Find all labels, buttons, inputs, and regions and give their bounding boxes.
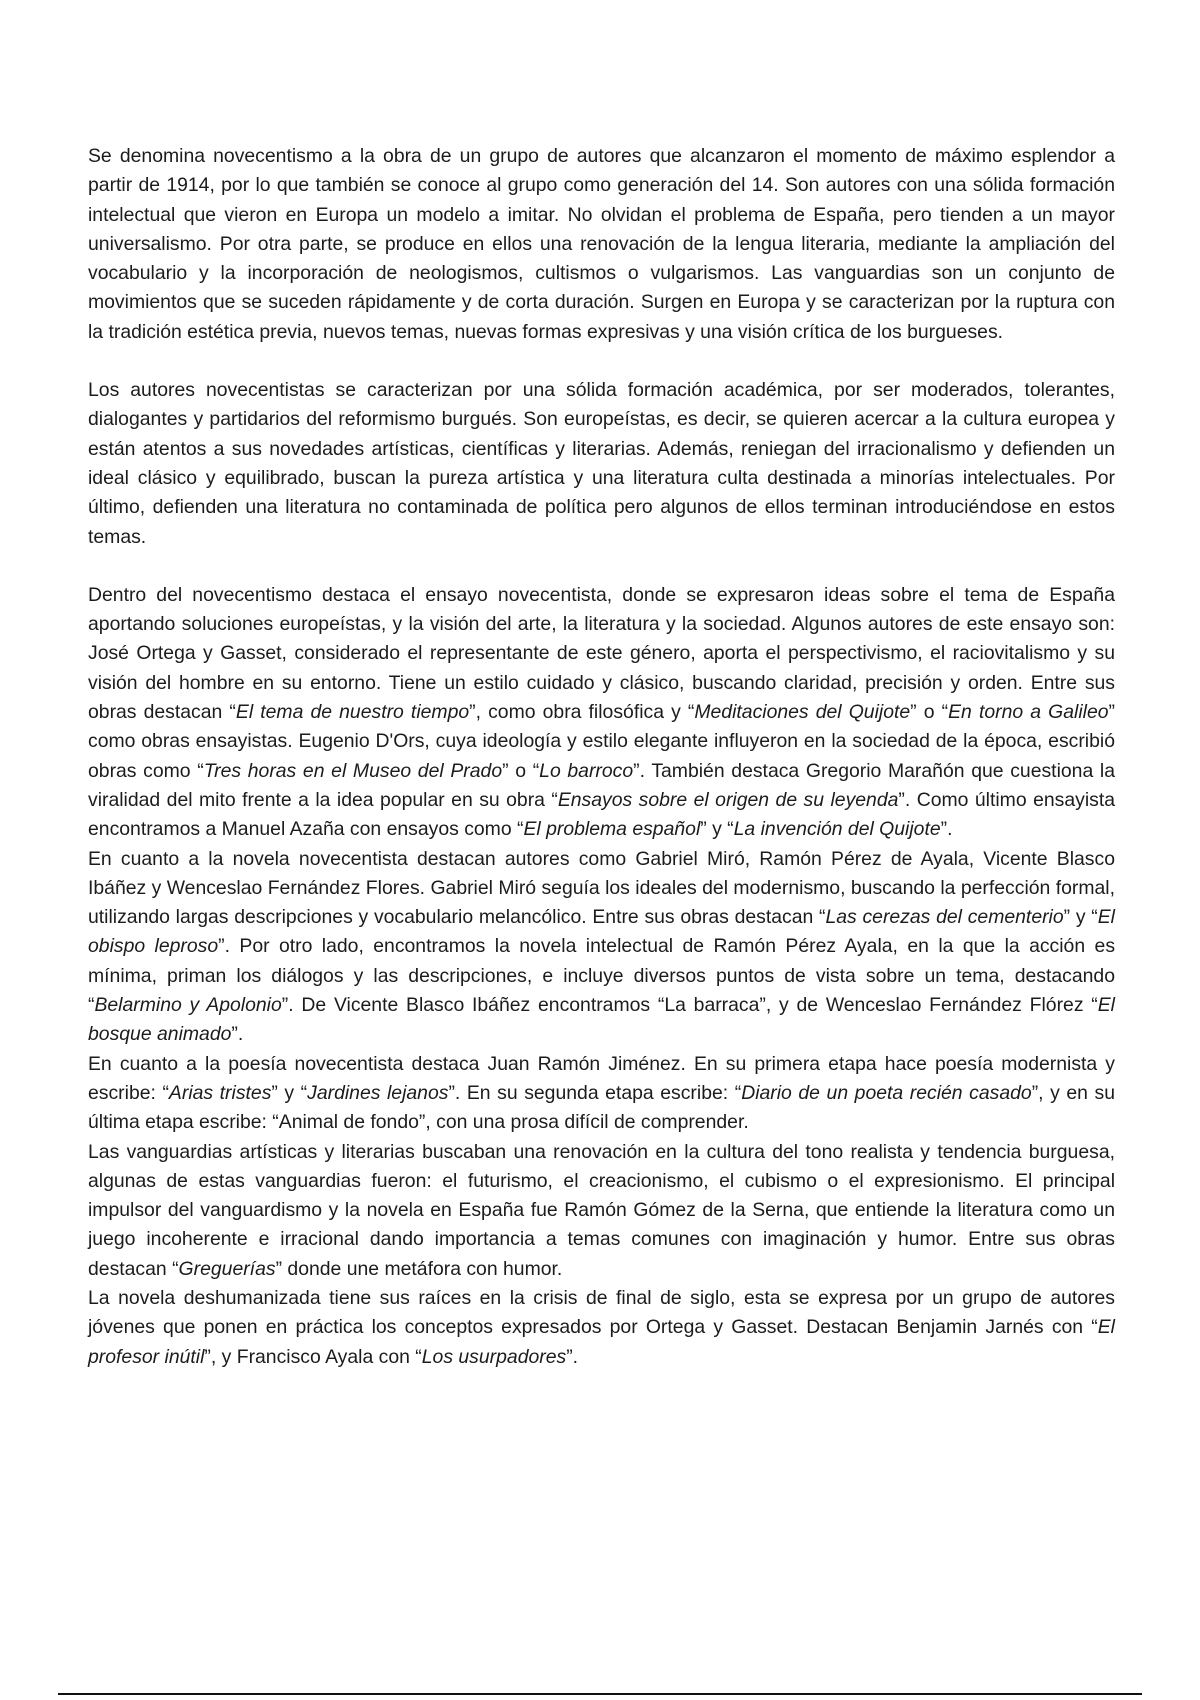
paragraph-gap — [88, 552, 1115, 581]
paragraph-4 — [88, 845, 1115, 1050]
text-run: ” o “ — [502, 759, 540, 782]
work-title: Jardines lejanos — [307, 1081, 449, 1104]
work-title: Los usurpadores — [421, 1345, 567, 1368]
paragraph-5 — [88, 1050, 1115, 1138]
text-run: Los autores novecentistas se caracterizan por una sólida formación académica, por ser moderados, tolerantes, dialogantes y partidarios del reformismo burgués. Son europeístas, es decir, se quieren acercar a la cultura europea y están atentos a sus novedades artísticas, científicas y literarias. Además, reniegan del irracionalismo y defienden un ideal clásico y equilibrado, buscan la pureza artística y una literatura culta destinada a minorías intelectuales. Por último, defienden una literatura no contaminada de política pero algunos de ellos terminan introduciéndose en estos temas. — [88, 379, 1115, 548]
text-run: ” donde une metáfora con humor. — [275, 1257, 563, 1280]
work-title: En torno a Galileo — [948, 701, 1109, 724]
work-title: Ensayos sobre el origen de su leyenda — [557, 788, 899, 811]
text-run: ” y “ — [1063, 906, 1098, 929]
text-run: ”, como obra filosófica y “ — [469, 701, 695, 724]
text-run: En cuanto a la novela novecentista destacan autores como Gabriel Miró, Ramón Pérez de Ayala, Vicente Blasco Ibáñez y Wenceslao Fernández Flores. Gabriel Miró seguía los ideales del modernismo, buscando la perfección formal, utilizando largas descripciones y vocabulario melancólico. Entre sus obras destacan “ — [88, 847, 1115, 929]
text-run: Las vanguardias artísticas y literarias buscaban una renovación en la cultura del tono realista y tendencia burguesa, algunas de estas vanguardias fueron: el futurismo, el creacionismo, el cubismo o el expresionismo. El principal impulsor del vanguardismo y la novela en España fue Ramón Gómez de la Serna, que entiende la literatura como un juego incoherente e irracional dando importancia a temas comunes con imaginación y humor. Entre sus obras destacan “ — [88, 1140, 1115, 1280]
work-title: El tema de nuestro tiempo — [235, 701, 470, 724]
work-title: El bosque animado — [88, 994, 1115, 1046]
paragraph-7 — [88, 1284, 1115, 1372]
page-bottom-rule — [58, 1693, 1142, 1695]
text-run: ”. — [566, 1345, 579, 1368]
text-run: ”, y en su última etapa escribe: “Animal de fondo”, con una prosa difícil de comprender. — [88, 1081, 1115, 1134]
text-run: ” o “ — [910, 701, 949, 724]
text-run: ”. De Vicente Blasco Ibáñez encontramos “La barraca”, y de Wenceslao Fernández Flórez “ — [281, 994, 1098, 1017]
work-title: Belarmino y Apolonio — [94, 994, 282, 1017]
text-run: En cuanto a la poesía novecentista destaca Juan Ramón Jiménez. En su primera etapa hace poesía modernista y escribe: “ — [88, 1052, 1115, 1104]
text-run: ”. En su segunda etapa escribe: “ — [448, 1081, 742, 1104]
work-title: La invención del Quijote — [733, 818, 941, 841]
text-run: ”. — [231, 1023, 244, 1046]
text-run: Dentro del novecentismo destaca el ensayo novecentista, donde se expresaron ideas sobre el tema de España aportando soluciones europeístas, y la visión del arte, la literatura y la sociedad. Algunos autores de este ensayo son: José Ortega y Gasset, considerado el representante de este género, aporta el perspectivismo, el raciovitalismo y su visión del hombre en su entorno. Tiene un estilo cuidado y clásico, buscando claridad, precisión y orden. Entre sus obras destacan “ — [88, 583, 1115, 724]
text-run: La novela deshumanizada tiene sus raíces en la crisis de final de siglo, esta se expresa por un grupo de autores jóvenes que ponen en práctica los conceptos expresados por Ortega y Gasset. Destacan Benjamin Jarnés con “ — [88, 1286, 1115, 1339]
text-run: ” como obras ensayistas. Eugenio D'Ors, cuya ideología y estilo elegante influyeron en la sociedad de la época, escribió obras como “ — [88, 701, 1115, 782]
work-title: Tres horas en el Museo del Prado — [203, 759, 503, 782]
work-title: El profesor inútil — [88, 1316, 1115, 1368]
work-title: Meditaciones del Quijote — [694, 701, 911, 724]
text-run: ”. Por otro lado, encontramos la novela intelectual de Ramón Pérez Ayala, en la que la acción es mínima, priman los diálogos y las descripciones, e incluye diversos puntos de vista sobre un tema, destacando “ — [88, 935, 1116, 1017]
text-run: ”, y Francisco Ayala con “ — [204, 1345, 422, 1368]
paragraph-6 — [88, 1138, 1115, 1284]
text-run: ” y “ — [700, 818, 734, 841]
work-title: El problema español — [523, 818, 701, 841]
work-title: Lo barroco — [539, 759, 634, 782]
work-title: Las cerezas del cementerio — [825, 906, 1064, 929]
text-run: ”. Como último ensayista encontramos a Manuel Azaña con ensayos como “ — [88, 788, 1115, 841]
paragraph-1 — [88, 142, 1115, 347]
text-run: ”. También destaca Gregorio Marañón que cuestiona la viralidad del mito frente a la idea popular en su obra “ — [88, 759, 1115, 811]
work-title: Greguerías — [178, 1257, 276, 1280]
text-run: ”. — [940, 818, 953, 841]
paragraph-gap — [88, 347, 1115, 376]
work-title: Diario de un poeta recién casado — [741, 1081, 1032, 1104]
text-run: Se denomina novecentismo a la obra de un grupo de autores que alcanzaron el momento de máximo esplendor a partir de 1914, por lo que también se conoce al grupo como generación del 14. Son autores con una sólida formación intelectual que vieron en Europa un modelo a imitar. No olvidan el problema de España, pero tienden a un mayor universalismo. Por otra parte, se produce en ellos una renovación de la lengua literaria, mediante la ampliación del vocabulario y la incorporación de neologismos, cultismos o vulgarismos. Las vanguardias son un conjunto de movimientos que se suceden rápidamente y de corta duración. Surgen en Europa y se caracterizan por la ruptura con la tradición estética previa, nuevos temas, nuevas formas expresivas y una visión crítica de los burgueses. — [88, 145, 1115, 343]
paragraph-2 — [88, 376, 1115, 552]
work-title: Arias tristes — [168, 1081, 272, 1104]
document-body — [88, 142, 1115, 1372]
paragraph-3 — [88, 581, 1115, 845]
work-title: El obispo leproso — [88, 906, 1115, 958]
text-run: ” y “ — [271, 1081, 308, 1104]
